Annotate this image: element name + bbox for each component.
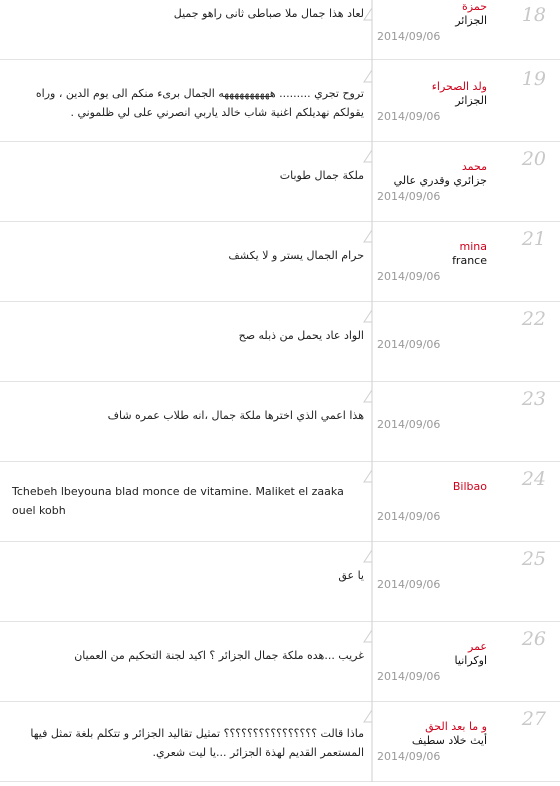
comment-date: 2014/09/06 <box>377 30 441 43</box>
comment-number: 20 <box>521 148 546 170</box>
comment-pointer-icon <box>362 616 376 702</box>
comment-text: ماذا قالت ؟؟؟؟؟؟؟؟؟؟؟؟؟؟؟؟ تمثيل تقاليد الجزائر و تتكلم بلغة تمثل فيها المستعمر القديم لهذة الجزائر ...يا ليت شعري. <box>30 727 364 759</box>
comment-date: 2014/09/06 <box>377 670 441 683</box>
comment-number: 26 <box>521 628 546 650</box>
comment-date: 2014/09/06 <box>377 510 441 523</box>
comment-location: جزائري وقدري عالي <box>393 174 487 187</box>
comment-text: غريب ...هده ملكة جمال الجزائر ؟ اكيد لجنة التحكيم من العميان <box>74 649 364 662</box>
comment-number: 24 <box>521 468 546 490</box>
comment-number: 25 <box>521 548 546 570</box>
comment-item <box>0 702 560 782</box>
comment-date: 2014/09/06 <box>377 578 441 591</box>
comment-number: 23 <box>521 388 546 410</box>
comment-location: اوكرانيا <box>454 654 487 667</box>
comment-date: 2014/09/06 <box>377 418 441 431</box>
comment-item <box>0 622 560 702</box>
comment-item <box>0 142 560 222</box>
comment-date: 2014/09/06 <box>377 750 441 763</box>
comment-number: 27 <box>521 708 546 730</box>
comment-number: 22 <box>521 308 546 330</box>
comment-text: ملكة جمال طوبات <box>279 169 364 182</box>
comment-item <box>0 382 560 462</box>
comment-date: 2014/09/06 <box>377 190 441 203</box>
comment-author[interactable]: mina <box>459 240 487 253</box>
comment-location: الجزائر <box>455 94 487 107</box>
comment-text: Tchebeh lbeyouna blad monce de vitamine. Maliket el zaaka ouel kobh <box>12 485 344 517</box>
comment-item <box>0 0 560 60</box>
comment-number: 19 <box>521 68 546 90</box>
comment-author[interactable]: و ما بعد الحق <box>425 720 487 733</box>
comment-date: 2014/09/06 <box>377 270 441 283</box>
comment-item <box>0 62 560 142</box>
comment-pointer-icon <box>362 136 376 222</box>
comment-author[interactable]: عمر <box>468 640 487 653</box>
comment-text: حرام الجمال يستر و لا يكشف <box>228 249 364 262</box>
comment-date: 2014/09/06 <box>377 110 441 123</box>
comment-author[interactable]: محمد <box>461 160 487 173</box>
comment-text: الواد عاد يحمل من ذبله صح <box>238 329 364 342</box>
comment-item <box>0 222 560 302</box>
comment-pointer-icon <box>362 696 376 782</box>
comment-text: لعاد هذا جمال ملا صباطى ثانى راهو جميل <box>173 7 364 20</box>
comment-date: 2014/09/06 <box>377 338 441 351</box>
comment-author[interactable]: ولد الصحراء <box>431 80 487 93</box>
comment-author[interactable]: حمزة <box>462 0 487 13</box>
comment-location: الجزائر <box>455 14 487 27</box>
comment-author[interactable]: Bilbao <box>452 480 487 493</box>
comment-location: أيث خلاد سطيف <box>411 734 487 747</box>
comment-text: هذا اعمي الذي اخترها ملكة جمال ،انه طلاب عمره شاف <box>107 409 364 422</box>
comment-number: 18 <box>521 4 546 26</box>
comment-pointer-icon <box>362 536 376 622</box>
comment-item <box>0 302 560 382</box>
comment-pointer-icon <box>362 56 376 142</box>
comment-item <box>0 462 560 542</box>
comment-text: تروح تجري ......... ههههههههههه الجمال برىء منكم الى يوم الدين ، وراه يقولكم نهديلكم اغنية شاب خالد ياربي انصرني على لي ظلموني . <box>35 87 364 119</box>
comment-pointer-icon <box>362 216 376 302</box>
comment-number: 21 <box>521 228 546 250</box>
comment-pointer-icon <box>362 296 376 382</box>
comment-item <box>0 542 560 622</box>
comment-text: يا عق <box>338 569 364 582</box>
comment-location: france <box>452 254 487 267</box>
comment-pointer-icon <box>362 376 376 462</box>
